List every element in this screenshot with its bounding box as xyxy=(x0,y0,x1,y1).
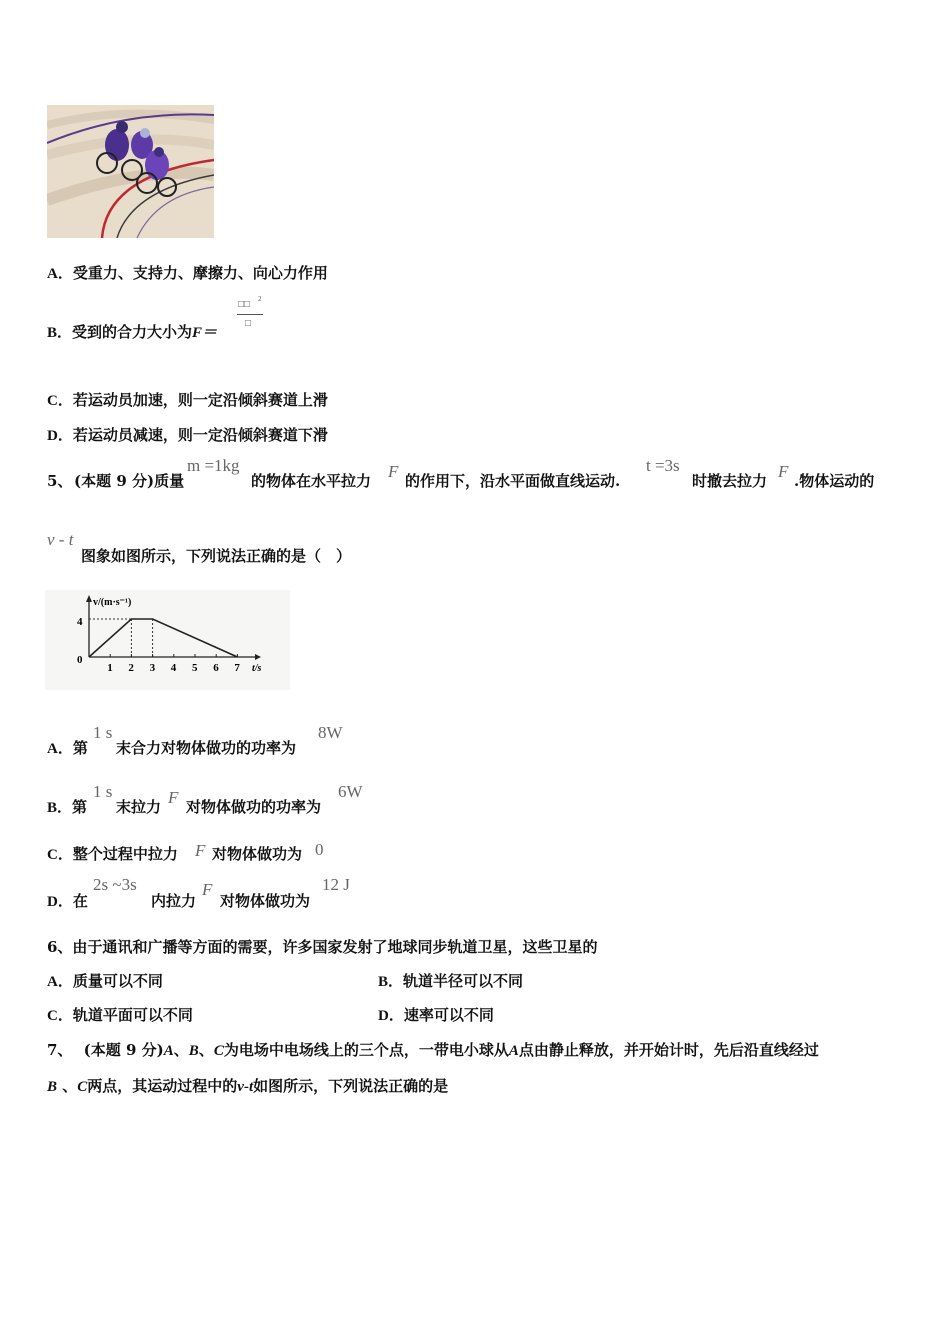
option-text: 若运动员减速，则一定沿倾斜赛道下滑 xyxy=(72,426,328,444)
x-axis-label: t/s xyxy=(252,663,262,674)
x-tick-label: 3 xyxy=(149,662,156,674)
fraction-superscript: 2 xyxy=(258,295,262,303)
fraction-denominator: □ xyxy=(245,318,252,329)
point-a: A xyxy=(163,1043,174,1059)
work-value: 12 J xyxy=(322,875,350,894)
option-text: 末拉力 xyxy=(116,798,162,816)
vt-symbol: v-t xyxy=(237,1079,254,1095)
x-tick-label: 6 xyxy=(213,662,219,674)
stem-text: 的物体在水平拉力 xyxy=(251,472,372,490)
separator: 、 xyxy=(62,1077,78,1095)
question-score: (本题 9 分) xyxy=(74,472,155,490)
cycling-photo xyxy=(47,105,214,238)
option-text: 受重力、支持力、摩擦力、向心力作用 xyxy=(72,264,328,282)
power-value: 8W xyxy=(318,723,343,742)
x-tick-label: 2 xyxy=(128,662,134,674)
stem-text: 如图所示，下列说法正确的是 xyxy=(253,1077,449,1095)
stem-text: 点由静止释放，并开始计时，先后沿直线经过 xyxy=(518,1041,819,1059)
fraction-numerator: □□ xyxy=(238,299,251,310)
q7-stem-line1 xyxy=(47,1039,819,1060)
time-value: 1 s xyxy=(93,723,113,742)
y-tick-label-4: 4 xyxy=(77,616,83,628)
stem-text: 两点，其运动过程中的 xyxy=(87,1077,238,1095)
force-symbol: F xyxy=(202,880,213,899)
q6-option-c xyxy=(47,1004,193,1025)
q4-option-b xyxy=(47,321,217,342)
q5-option-b xyxy=(47,796,87,817)
option-text: 轨道半径可以不同 xyxy=(403,972,524,990)
option-letter: A． xyxy=(47,974,73,990)
option-letter: B． xyxy=(378,974,404,990)
option-letter: C． xyxy=(47,847,73,863)
q5-option-c xyxy=(47,843,178,864)
point-c: C xyxy=(213,1043,224,1059)
option-letter: A． xyxy=(47,266,73,282)
q6-option-a xyxy=(47,970,163,991)
question-score: (本题 9 分) xyxy=(83,1041,164,1059)
time-value: 1 s xyxy=(93,782,113,801)
stem-text: 6、由于通讯和广播等方面的需要，许多国家发射了地球同步轨道卫星，这些卫星的 xyxy=(47,938,598,956)
option-text: 对物体做功为 xyxy=(212,845,303,863)
power-value: 6W xyxy=(338,782,363,801)
option-letter: D． xyxy=(47,894,73,910)
q4-option-c xyxy=(47,389,328,410)
option-text: 末合力对物体做功的功率为 xyxy=(116,739,297,757)
x-tick-label: 1 xyxy=(107,662,113,674)
x-tick-label: 4 xyxy=(170,662,177,674)
q7-stem-line2 xyxy=(47,1075,448,1096)
option-text: 受到的合力大小为 xyxy=(72,323,193,341)
stem-text: 图象如图所示，下列说法正确的是（ ） xyxy=(81,547,352,565)
stem-text: 时撤去拉力 xyxy=(692,472,768,490)
y-axis-label: v/(m·s⁻¹) xyxy=(93,597,132,608)
stem-text: .物体运动的 xyxy=(794,472,875,490)
option-text: 对物体做功为 xyxy=(220,892,311,910)
option-text: 轨道平面可以不同 xyxy=(72,1006,193,1024)
option-letter: C． xyxy=(47,1008,73,1024)
force-symbol: F xyxy=(195,841,206,860)
option-text: 内拉力 xyxy=(151,892,197,910)
mass-formula: m =1kg xyxy=(187,456,240,475)
option-text: 质量可以不同 xyxy=(72,972,163,990)
stem-text: 为电场中电场线上的三个点，一带电小球从 xyxy=(223,1041,509,1059)
stem-text: 的作用下，沿水平面做直线运动. xyxy=(405,472,621,490)
graph-background xyxy=(45,590,290,690)
q4-option-a xyxy=(47,262,328,283)
option-letter: D． xyxy=(47,428,73,444)
vt-graph xyxy=(45,590,290,690)
origin-label: 0 xyxy=(77,654,83,666)
point-b: B xyxy=(47,1079,58,1095)
option-text: 在 xyxy=(72,892,88,910)
q5-option-a xyxy=(47,737,88,758)
force-symbol: F xyxy=(778,462,789,481)
option-letter: D． xyxy=(378,1008,404,1024)
x-tick-label: 7 xyxy=(234,662,240,674)
force-formula-label: F＝ xyxy=(192,325,218,341)
work-value: 0 xyxy=(315,840,324,859)
q6-option-d xyxy=(378,1004,494,1025)
separator: 、 xyxy=(198,1041,214,1059)
option-text: 对物体做功的功率为 xyxy=(186,798,322,816)
option-letter: B． xyxy=(47,325,73,341)
fraction-bar xyxy=(237,314,263,315)
option-letter: C． xyxy=(47,393,73,409)
force-symbol: F xyxy=(388,462,399,481)
option-text: 第 xyxy=(72,739,88,757)
time-interval: 2s ~3s xyxy=(93,875,137,894)
q6-option-b xyxy=(378,970,523,991)
time-formula: t =3s xyxy=(646,456,680,475)
x-tick-label: 5 xyxy=(192,662,198,674)
separator: 、 xyxy=(173,1041,189,1059)
point-a: A xyxy=(508,1043,519,1059)
option-text: 第 xyxy=(72,798,88,816)
option-text: 若运动员加速，则一定沿倾斜赛道上滑 xyxy=(72,391,328,409)
q4-option-d xyxy=(47,424,328,445)
q5-option-d xyxy=(47,890,88,911)
vt-graph-svg xyxy=(45,590,290,690)
q6-stem xyxy=(47,936,597,957)
point-b: B xyxy=(188,1043,199,1059)
stem-text: 质量 xyxy=(154,472,185,490)
option-letter: B． xyxy=(47,800,73,816)
centripetal-force-fraction xyxy=(236,297,264,337)
question-number: 5、 xyxy=(47,472,73,490)
option-letter: A． xyxy=(47,741,73,757)
point-c: C xyxy=(77,1079,88,1095)
option-text: 速率可以不同 xyxy=(403,1006,494,1024)
force-symbol: F xyxy=(168,788,179,807)
question-number: 7、 xyxy=(47,1041,73,1059)
q5-number xyxy=(47,470,72,491)
vt-symbol: v - t xyxy=(47,530,74,549)
option-text: 整个过程中拉力 xyxy=(72,845,178,863)
q5-score-and-text xyxy=(74,470,184,491)
